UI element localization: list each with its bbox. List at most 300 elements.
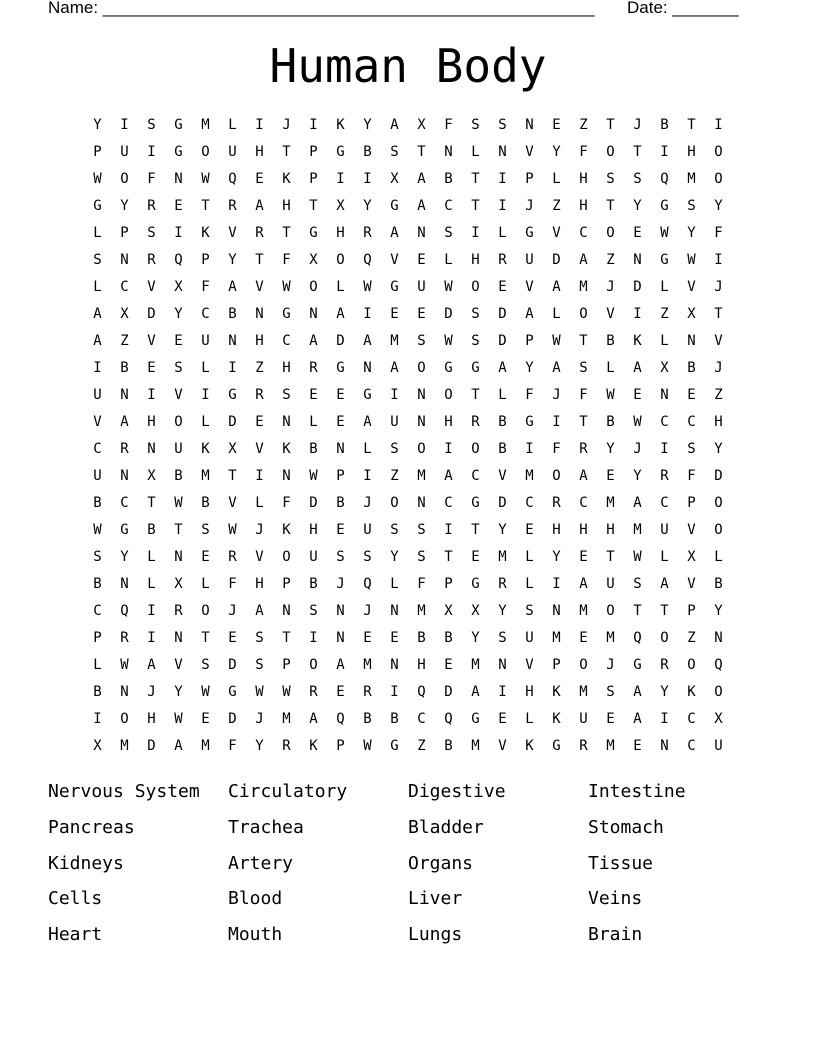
grid-letter: P: [552, 657, 561, 673]
grid-letter: R: [579, 441, 588, 457]
grid-letter: E: [606, 468, 615, 484]
grid-letter: D: [498, 306, 507, 322]
grid-row: [84, 627, 732, 654]
grid-letter: O: [606, 603, 615, 619]
grid-letter: X: [417, 117, 426, 133]
grid-letter: I: [633, 306, 642, 322]
grid-letter: M: [201, 468, 210, 484]
grid-letter: L: [228, 117, 237, 133]
grid-letter: N: [336, 441, 345, 457]
grid-letter: W: [552, 333, 561, 349]
grid-letter: O: [714, 171, 723, 187]
grid-letter: P: [93, 630, 102, 646]
grid-letter: I: [714, 117, 723, 133]
grid-letter: U: [93, 468, 102, 484]
date-field[interactable]: Date: _______: [627, 0, 739, 17]
grid-letter: D: [309, 495, 318, 511]
grid-letter: T: [471, 387, 480, 403]
grid-letter: C: [525, 495, 534, 511]
grid-letter: X: [471, 603, 480, 619]
grid-letter: I: [444, 441, 453, 457]
grid-letter: W: [201, 171, 210, 187]
grid-row: [84, 303, 732, 330]
grid-letter: N: [228, 333, 237, 349]
grid-letter: G: [228, 387, 237, 403]
grid-letter: B: [417, 630, 426, 646]
grid-letter: J: [255, 711, 264, 727]
grid-letter: R: [309, 360, 318, 376]
grid-letter: C: [444, 198, 453, 214]
grid-letter: N: [525, 117, 534, 133]
grid-letter: P: [120, 225, 129, 241]
grid-letter: A: [120, 414, 129, 430]
grid-letter: E: [201, 711, 210, 727]
grid-letter: Y: [606, 441, 615, 457]
grid-letter: B: [336, 495, 345, 511]
grid-letter: S: [336, 549, 345, 565]
grid-letter: O: [444, 387, 453, 403]
grid-letter: H: [255, 144, 264, 160]
grid-letter: M: [390, 333, 399, 349]
grid-letter: A: [147, 657, 156, 673]
grid-letter: X: [390, 171, 399, 187]
grid-letter: A: [579, 576, 588, 592]
grid-letter: E: [363, 630, 372, 646]
grid-letter: L: [309, 414, 318, 430]
grid-letter: W: [228, 522, 237, 538]
grid-letter: F: [201, 279, 210, 295]
word-list-item: Digestive: [408, 781, 506, 802]
grid-letter: P: [309, 144, 318, 160]
grid-letter: L: [201, 576, 210, 592]
grid-letter: P: [525, 171, 534, 187]
grid-letter: E: [255, 414, 264, 430]
grid-letter: G: [525, 225, 534, 241]
grid-letter: B: [120, 360, 129, 376]
grid-letter: G: [174, 117, 183, 133]
grid-letter: L: [660, 549, 669, 565]
grid-letter: D: [444, 306, 453, 322]
grid-letter: I: [336, 171, 345, 187]
grid-letter: C: [120, 495, 129, 511]
page-title: Human Body: [269, 39, 547, 93]
grid-letter: C: [471, 468, 480, 484]
grid-letter: W: [444, 333, 453, 349]
word-list-item: Veins: [588, 888, 643, 910]
grid-letter: U: [417, 279, 426, 295]
grid-letter: L: [498, 225, 507, 241]
grid-letter: K: [309, 738, 318, 754]
grid-letter: T: [309, 198, 318, 214]
grid-letter: Z: [552, 198, 561, 214]
grid-letter: M: [201, 117, 210, 133]
grid-letter: L: [660, 333, 669, 349]
grid-letter: R: [309, 684, 318, 700]
grid-letter: R: [579, 738, 588, 754]
grid-letter: D: [147, 738, 156, 754]
grid-letter: X: [714, 711, 723, 727]
grid-letter: J: [525, 198, 534, 214]
grid-letter: I: [93, 360, 102, 376]
grid-letter: I: [498, 684, 507, 700]
grid-letter: I: [471, 225, 480, 241]
grid-letter: T: [282, 144, 291, 160]
grid-letter: T: [579, 333, 588, 349]
grid-letter: H: [687, 144, 696, 160]
grid-letter: V: [606, 306, 615, 322]
grid-letter: A: [498, 360, 507, 376]
grid-letter: N: [363, 360, 372, 376]
grid-letter: Y: [120, 198, 129, 214]
grid-letter: Z: [687, 630, 696, 646]
grid-letter: E: [147, 360, 156, 376]
grid-letter: C: [687, 414, 696, 430]
grid-letter: M: [606, 738, 615, 754]
grid-row: [84, 492, 732, 519]
grid-letter: H: [579, 198, 588, 214]
grid-letter: K: [633, 333, 642, 349]
grid-letter: V: [228, 495, 237, 511]
grid-letter: Y: [174, 684, 183, 700]
grid-letter: S: [606, 684, 615, 700]
grid-letter: S: [282, 387, 291, 403]
grid-letter: L: [93, 279, 102, 295]
grid-letter: T: [174, 522, 183, 538]
grid-letter: T: [201, 630, 210, 646]
grid-letter: Y: [228, 252, 237, 268]
grid-letter: L: [552, 171, 561, 187]
grid-letter: A: [633, 711, 642, 727]
grid-letter: L: [660, 279, 669, 295]
word-list-item: Bladder: [408, 816, 484, 838]
grid-letter: Z: [390, 468, 399, 484]
grid-letter: N: [174, 171, 183, 187]
grid-letter: R: [147, 252, 156, 268]
grid-letter: A: [255, 603, 264, 619]
grid-row: [84, 249, 732, 276]
word-list-item: Blood: [228, 888, 283, 910]
grid-letter: B: [201, 495, 210, 511]
word-list-item: Kidneys: [48, 852, 124, 874]
grid-letter: J: [714, 279, 723, 295]
grid-letter: M: [363, 657, 372, 673]
grid-letter: T: [282, 630, 291, 646]
grid-letter: B: [444, 630, 453, 646]
grid-letter: P: [687, 603, 696, 619]
grid-letter: N: [390, 603, 399, 619]
grid-letter: Q: [363, 252, 372, 268]
grid-letter: B: [444, 171, 453, 187]
grid-letter: O: [714, 684, 723, 700]
grid-letter: J: [606, 279, 615, 295]
grid-letter: A: [444, 468, 453, 484]
grid-letter: I: [714, 252, 723, 268]
grid-letter: Y: [363, 117, 372, 133]
grid-letter: Y: [525, 360, 534, 376]
grid-letter: W: [282, 279, 291, 295]
grid-letter: I: [309, 117, 318, 133]
grid-letter: T: [687, 117, 696, 133]
grid-letter: U: [363, 522, 372, 538]
grid-letter: V: [525, 657, 534, 673]
grid-letter: O: [309, 279, 318, 295]
grid-row: [84, 411, 732, 438]
grid-letter: F: [228, 576, 237, 592]
grid-letter: C: [417, 711, 426, 727]
grid-letter: T: [255, 252, 264, 268]
grid-letter: T: [660, 603, 669, 619]
grid-letter: A: [417, 171, 426, 187]
grid-letter: V: [714, 333, 723, 349]
grid-letter: H: [552, 522, 561, 538]
grid-letter: J: [336, 576, 345, 592]
grid-letter: N: [174, 630, 183, 646]
grid-letter: V: [390, 252, 399, 268]
grid-letter: A: [93, 306, 102, 322]
grid-letter: F: [444, 117, 453, 133]
grid-letter: X: [687, 549, 696, 565]
word-list-item: Heart: [48, 924, 103, 946]
grid-letter: D: [147, 306, 156, 322]
grid-letter: S: [471, 117, 480, 133]
grid-letter: Q: [336, 711, 345, 727]
grid-letter: U: [120, 144, 129, 160]
grid-letter: G: [660, 198, 669, 214]
grid-letter: H: [255, 333, 264, 349]
grid-letter: H: [147, 414, 156, 430]
grid-letter: V: [255, 441, 264, 457]
grid-letter: A: [390, 225, 399, 241]
grid-letter: G: [174, 144, 183, 160]
grid-letter: E: [336, 522, 345, 538]
grid-letter: F: [282, 252, 291, 268]
grid-letter: R: [363, 225, 372, 241]
grid-letter: X: [687, 306, 696, 322]
grid-letter: M: [417, 468, 426, 484]
grid-letter: C: [660, 495, 669, 511]
grid-letter: I: [363, 468, 372, 484]
grid-letter: S: [147, 117, 156, 133]
grid-letter: L: [201, 360, 210, 376]
grid-letter: E: [579, 549, 588, 565]
grid-letter: T: [606, 198, 615, 214]
grid-letter: S: [498, 117, 507, 133]
grid-letter: E: [687, 387, 696, 403]
grid-letter: B: [687, 360, 696, 376]
grid-letter: B: [147, 522, 156, 538]
word-list-item: Intestine: [588, 781, 686, 802]
grid-letter: S: [363, 549, 372, 565]
grid-letter: X: [660, 360, 669, 376]
grid-letter: Q: [363, 576, 372, 592]
grid-row: [84, 357, 732, 384]
grid-letter: U: [579, 711, 588, 727]
grid-letter: P: [282, 657, 291, 673]
grid-letter: A: [363, 414, 372, 430]
grid-letter: I: [93, 711, 102, 727]
grid-letter: G: [336, 360, 345, 376]
grid-letter: S: [687, 198, 696, 214]
grid-row: [84, 546, 732, 573]
grid-letter: T: [471, 522, 480, 538]
grid-letter: P: [336, 468, 345, 484]
grid-letter: N: [282, 468, 291, 484]
grid-letter: U: [228, 144, 237, 160]
grid-letter: I: [147, 630, 156, 646]
grid-letter: R: [120, 630, 129, 646]
word-list-item: Mouth: [228, 924, 283, 946]
grid-letter: E: [174, 333, 183, 349]
grid-letter: A: [336, 306, 345, 322]
grid-letter: E: [633, 387, 642, 403]
grid-letter: G: [120, 522, 129, 538]
grid-letter: H: [579, 522, 588, 538]
grid-letter: G: [336, 144, 345, 160]
grid-letter: K: [282, 441, 291, 457]
grid-letter: H: [255, 576, 264, 592]
grid-letter: I: [255, 117, 264, 133]
grid-letter: F: [579, 144, 588, 160]
grid-letter: F: [228, 738, 237, 754]
grid-letter: R: [363, 684, 372, 700]
grid-letter: K: [336, 117, 345, 133]
grid-letter: V: [93, 414, 102, 430]
grid-letter: G: [228, 684, 237, 700]
grid-letter: A: [309, 333, 318, 349]
grid-letter: P: [525, 333, 534, 349]
grid-letter: I: [498, 198, 507, 214]
grid-letter: Z: [714, 387, 723, 403]
grid-letter: X: [309, 252, 318, 268]
grid-letter: S: [633, 576, 642, 592]
grid-letter: M: [687, 171, 696, 187]
grid-letter: N: [174, 549, 183, 565]
grid-letter: Q: [174, 252, 183, 268]
grid-letter: E: [498, 711, 507, 727]
grid-letter: G: [660, 252, 669, 268]
grid-letter: A: [633, 684, 642, 700]
grid-letter: E: [552, 117, 561, 133]
grid-letter: Y: [714, 441, 723, 457]
grid-letter: F: [525, 387, 534, 403]
grid-letter: A: [633, 360, 642, 376]
grid-letter: H: [714, 414, 723, 430]
grid-letter: X: [444, 603, 453, 619]
grid-letter: M: [201, 738, 210, 754]
grid-letter: U: [525, 252, 534, 268]
grid-letter: G: [471, 576, 480, 592]
grid-letter: C: [579, 225, 588, 241]
grid-letter: B: [606, 414, 615, 430]
grid-letter: Q: [228, 171, 237, 187]
grid-letter: Q: [417, 684, 426, 700]
grid-letter: B: [444, 738, 453, 754]
grid-letter: S: [255, 657, 264, 673]
grid-letter: U: [93, 387, 102, 403]
grid-letter: O: [201, 603, 210, 619]
grid-letter: V: [498, 738, 507, 754]
grid-letter: G: [309, 225, 318, 241]
grid-letter: M: [471, 657, 480, 673]
grid-letter: A: [363, 333, 372, 349]
grid-letter: A: [417, 198, 426, 214]
grid-letter: A: [228, 279, 237, 295]
grid-letter: R: [660, 657, 669, 673]
grid-letter: C: [660, 414, 669, 430]
grid-letter: X: [228, 441, 237, 457]
grid-letter: H: [336, 225, 345, 241]
grid-letter: O: [309, 657, 318, 673]
grid-letter: U: [390, 414, 399, 430]
grid-letter: R: [255, 225, 264, 241]
grid-letter: A: [579, 252, 588, 268]
grid-letter: J: [282, 117, 291, 133]
grid-letter: I: [363, 306, 372, 322]
grid-letter: C: [687, 711, 696, 727]
grid-row: [84, 384, 732, 411]
grid-letter: T: [579, 414, 588, 430]
grid-letter: Z: [255, 360, 264, 376]
grid-letter: P: [444, 576, 453, 592]
grid-letter: U: [525, 630, 534, 646]
grid-letter: I: [660, 144, 669, 160]
name-field[interactable]: Name: ____________________________________________________: [48, 0, 595, 17]
grid-letter: G: [552, 738, 561, 754]
grid-letter: X: [174, 576, 183, 592]
grid-letter: P: [201, 252, 210, 268]
grid-letter: S: [93, 549, 102, 565]
grid-letter: U: [174, 441, 183, 457]
grid-letter: E: [606, 711, 615, 727]
grid-letter: Q: [714, 657, 723, 673]
word-list-item: Artery: [228, 852, 294, 874]
grid-letter: I: [390, 684, 399, 700]
grid-letter: U: [309, 549, 318, 565]
grid-letter: Z: [660, 306, 669, 322]
grid-letter: N: [120, 387, 129, 403]
grid-letter: E: [336, 387, 345, 403]
grid-letter: S: [606, 171, 615, 187]
grid-letter: Q: [633, 630, 642, 646]
grid-row: [84, 519, 732, 546]
grid-letter: T: [471, 171, 480, 187]
grid-letter: R: [552, 495, 561, 511]
grid-letter: H: [309, 522, 318, 538]
grid-letter: M: [579, 684, 588, 700]
grid-letter: B: [93, 576, 102, 592]
grid-letter: N: [417, 225, 426, 241]
grid-letter: N: [714, 630, 723, 646]
grid-letter: Y: [174, 306, 183, 322]
grid-letter: U: [201, 333, 210, 349]
grid-row: [84, 168, 732, 195]
grid-letter: N: [390, 657, 399, 673]
grid-letter: M: [606, 495, 615, 511]
grid-letter: Q: [660, 171, 669, 187]
grid-letter: O: [471, 279, 480, 295]
grid-letter: H: [282, 198, 291, 214]
grid-letter: J: [714, 360, 723, 376]
grid-letter: R: [174, 603, 183, 619]
grid-letter: Z: [120, 333, 129, 349]
grid-letter: I: [147, 387, 156, 403]
grid-letter: V: [228, 225, 237, 241]
grid-letter: O: [606, 144, 615, 160]
grid-letter: X: [336, 198, 345, 214]
grid-letter: I: [201, 387, 210, 403]
grid-letter: W: [309, 468, 318, 484]
grid-letter: W: [282, 684, 291, 700]
